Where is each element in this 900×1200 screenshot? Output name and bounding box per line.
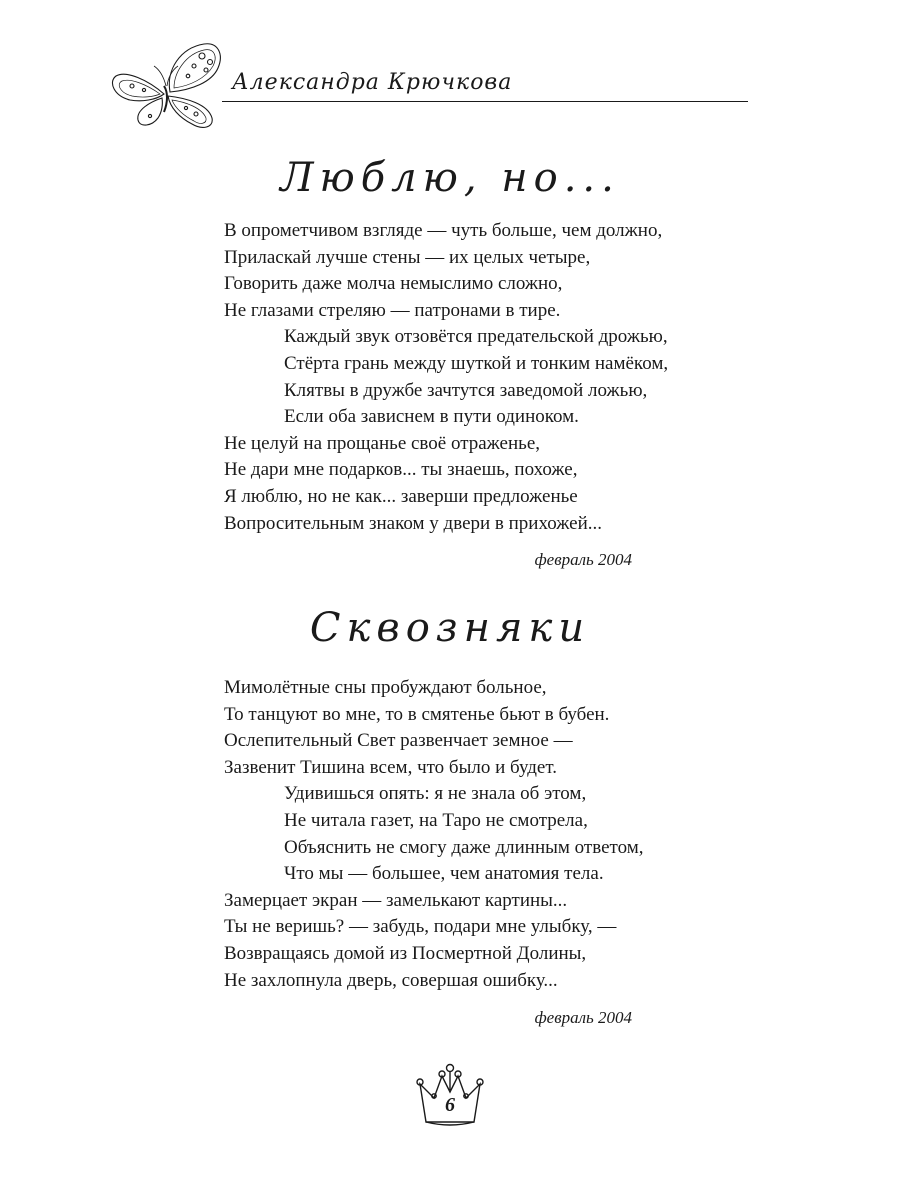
poem-line: Ты не веришь? — забудь, подари мне улыбку, —	[224, 916, 617, 938]
poem-line: Мимолётные сны пробуждают больное,	[224, 677, 547, 698]
poem-line: Зазвенит Тишина всем, что было и будет.	[224, 756, 557, 778]
poem-body	[224, 675, 784, 994]
poem-line: Не глазами стреляю — патронами в тире.	[224, 299, 561, 321]
page-header	[0, 0, 900, 140]
poem-line: Не дари мне подарков... ты знаешь, похоже,	[224, 459, 578, 481]
poem-line: Что мы — большее, чем анатомия тела.	[284, 863, 604, 885]
poem-line: Ослепительный Свет развенчает земное —	[224, 730, 573, 752]
poem-line: Говорить даже молча немыслимо сложно,	[224, 273, 563, 295]
poem-line: Удивишься опять: я не знала об этом,	[284, 783, 587, 805]
poem-date: февраль 2004	[534, 550, 632, 569]
poem-line: То танцуют во мне, то в смятенье бьют в бубен.	[224, 703, 610, 725]
poem-title: Сквозняки	[309, 605, 591, 651]
poem-line: Не целуй на прощанье своё отраженье,	[224, 432, 541, 454]
poem-line: Вопросительным знаком у двери в прихожей...	[224, 512, 603, 534]
poem-line: Клятвы в дружбе зачтутся заведомой ложью,	[284, 379, 648, 401]
poem-line: Приласкай лучше стены — их целых четыре,	[224, 246, 591, 268]
poem-date: февраль 2004	[534, 1008, 632, 1027]
poem-line: Не читала газет, на Таро не смотрела,	[284, 809, 588, 831]
page-number: 6	[445, 1094, 455, 1116]
poem-line: Стёрта грань между шуткой и тонким намёком,	[284, 352, 669, 374]
poem-line: Возвращаясь домой из Посмертной Долины,	[224, 942, 587, 964]
poem-body	[224, 218, 784, 537]
author-name: Александра Крючкова	[232, 70, 513, 95]
header-divider	[222, 101, 748, 102]
poem-title: Люблю, но...	[280, 155, 620, 201]
poem-line: Если оба зависнем в пути одиноком.	[284, 406, 579, 428]
poem-line: Не захлопнула дверь, совершая ошибку...	[224, 969, 558, 991]
poem-line: Объяснить не смогу даже длинным ответом,	[284, 836, 644, 858]
poem-line: Замерцает экран — замелькают картины...	[224, 889, 568, 911]
butterfly-icon	[108, 40, 230, 132]
poem-line: В опрометчивом взгляде — чуть больше, чем должно,	[224, 220, 663, 241]
poem-line: Я люблю, но не как... заверши предложенье	[224, 485, 578, 507]
poem-line: Каждый звук отзовётся предательской дрожью,	[284, 326, 668, 348]
